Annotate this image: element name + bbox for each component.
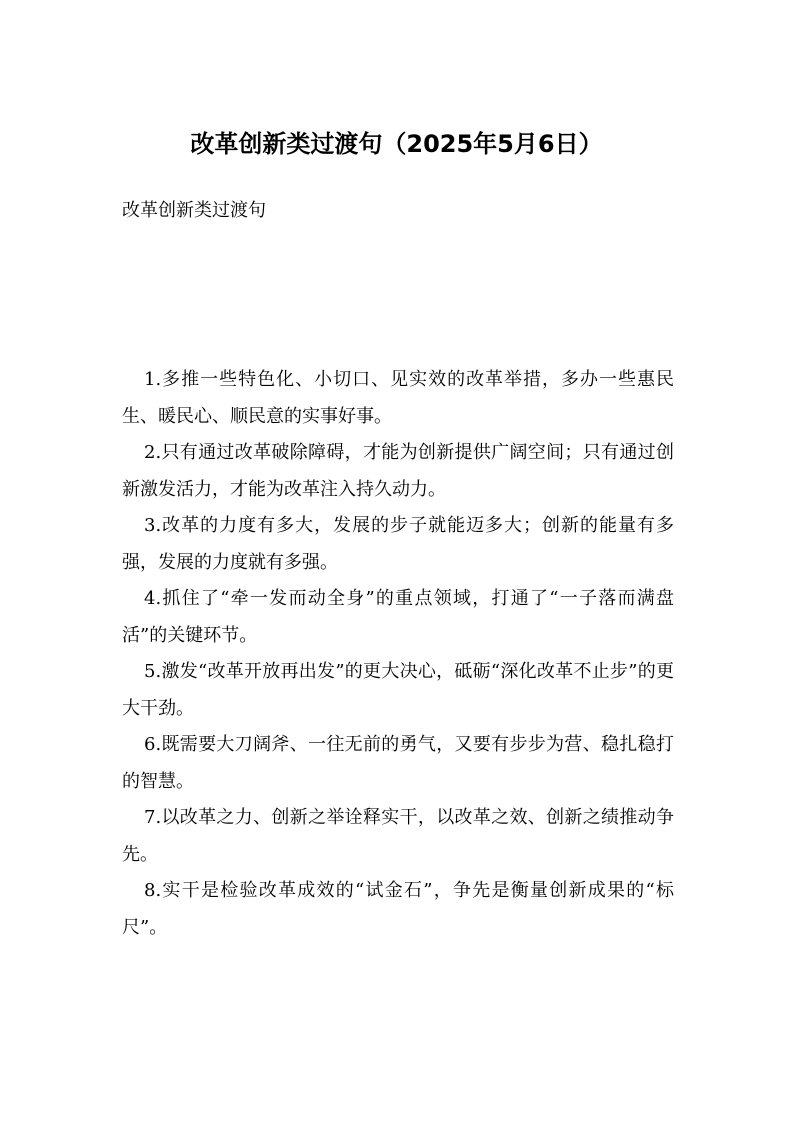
list-item: 7.以改革之力、创新之举诠释实干，以改革之效、创新之绩推动争先。 [122,807,674,865]
list-item: 2.只有通过改革破除障碍，才能为创新提供广阔空间；只有通过创新激发活力，才能为改革注入持久动力。 [122,442,674,500]
list-item: 8.实干是检验改革成效的“试金石”，争先是衡量创新成果的“标尺”。 [122,880,674,938]
document-title: 改革创新类过渡句（2025年5月6日） [190,130,603,158]
list-item: 1.多推一些特色化、小切口、见实效的改革举措，多办一些惠民生、暖民心、顺民意的实事好事。 [122,369,674,427]
list-item: 4.抓住了“牵一发而动全身”的重点领域，打通了“一子落而满盘活”的关键环节。 [122,588,674,646]
document-subtitle: 改革创新类过渡句 [122,200,266,221]
list-item: 3.改革的力度有多大，发展的步子就能迈多大；创新的能量有多强，发展的力度就有多强。 [122,515,674,573]
list-item: 6.既需要大刀阔斧、一往无前的勇气，又要有步步为营、稳扎稳打的智慧。 [122,734,674,792]
list-item: 5.激发“改革开放再出发”的更大决心，砥砺“深化改革不止步”的更大干劲。 [122,661,674,719]
transition-sentence-list [122,362,674,946]
